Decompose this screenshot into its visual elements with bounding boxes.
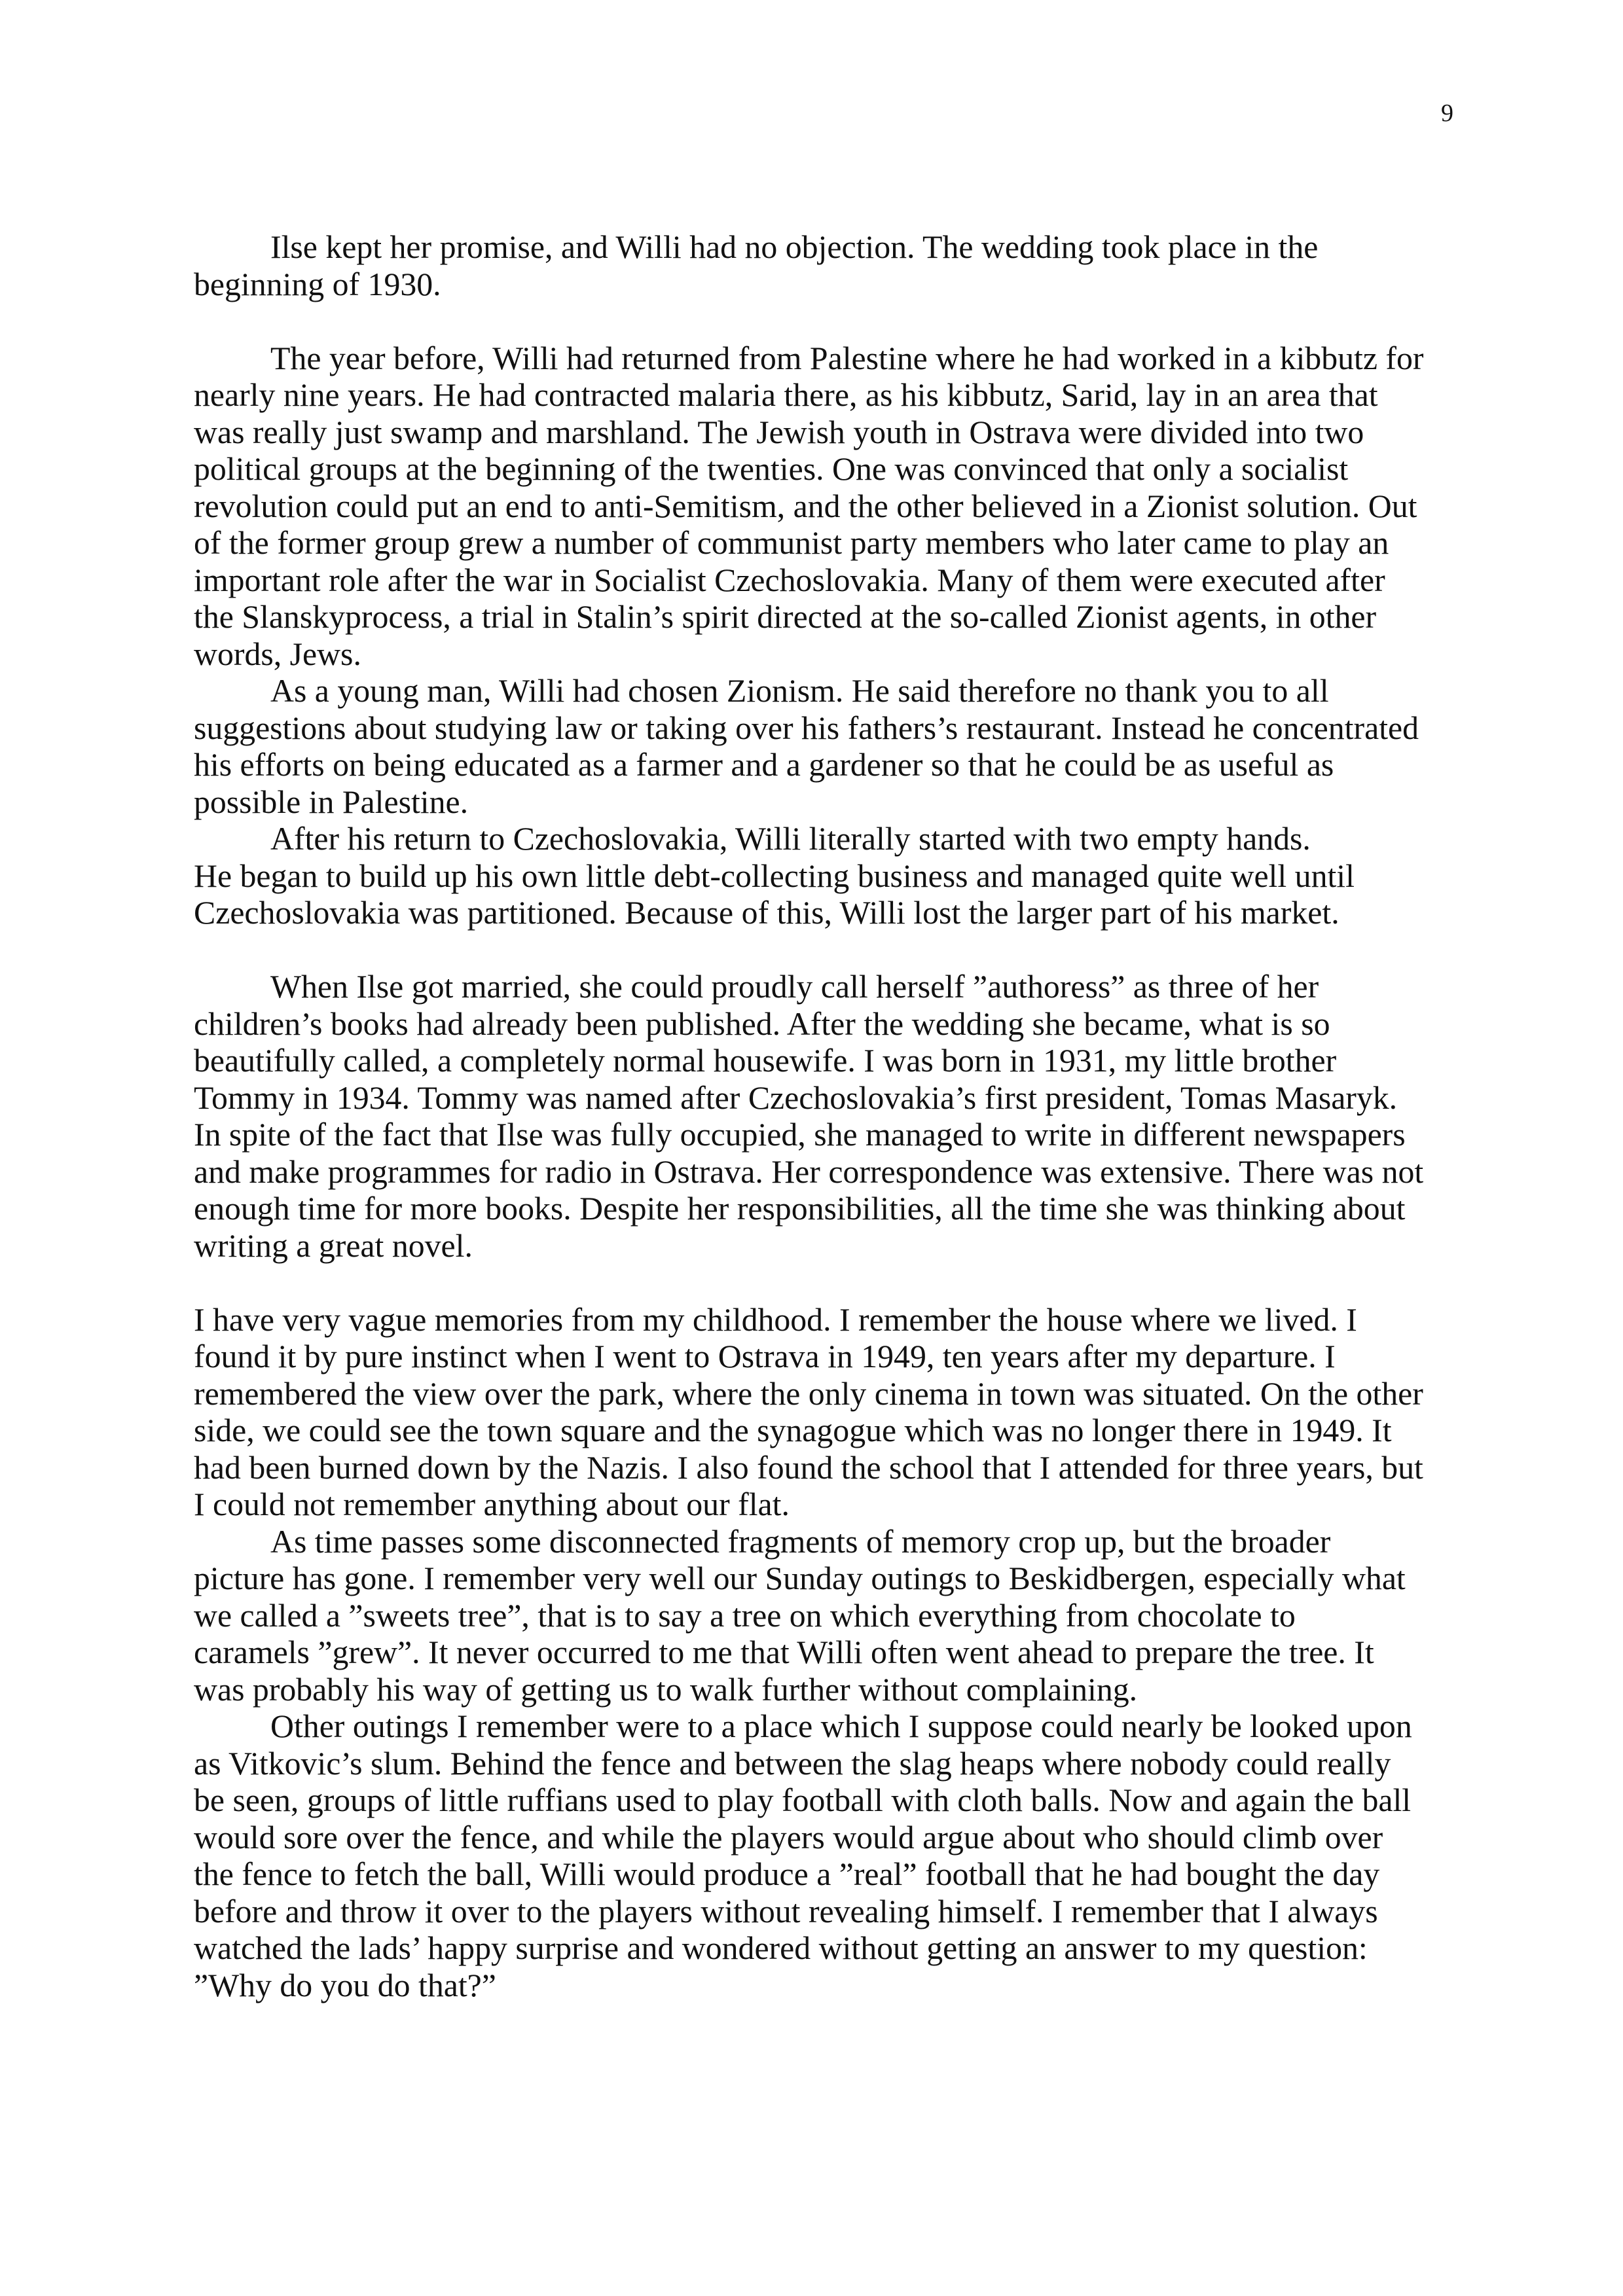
text-line: I have very vague memories from my childhood. I remember the house where we lived. I [194, 1301, 1357, 1338]
text-line: and make programmes for radio in Ostrava. Her correspondence was extensive. There was not [194, 1153, 1424, 1190]
paragraph-p2 [194, 340, 1457, 673]
text-line: watched the lads’ happy surprise and wondered without getting an answer to my question: [194, 1930, 1368, 1966]
paragraph-p5 [194, 969, 1457, 1265]
text-line: before and throw it over to the players without revealing himself. I remember that I always [194, 1893, 1378, 1929]
text-line: political groups at the beginning of the twenties. One was convinced that only a socialist [194, 451, 1349, 487]
text-line: the Slanskyprocess, a trial in Stalin’s spirit directed at the so-called Zionist agents, in other [194, 599, 1377, 635]
text-line: As time passes some disconnected fragments of memory crop up, but the broader [270, 1523, 1331, 1560]
text-line: When Ilse got married, she could proudly call herself ”authoress” as three of her [270, 969, 1319, 1005]
text-line: He began to build up his own little debt-collecting business and managed quite well until [194, 857, 1355, 894]
paragraph-p3 [194, 673, 1457, 821]
text-line: children’s books had already been published. After the wedding she became, what is so [194, 1005, 1330, 1042]
text-line: beautifully called, a completely normal housewife. I was born in 1931, my little brother [194, 1043, 1337, 1079]
text-line: be seen, groups of little ruffians used to play football with cloth balls. Now and again the ball [194, 1782, 1412, 1818]
text-line: Ilse kept her promise, and Willi had no objection. The wedding took place in the [270, 229, 1319, 265]
text-line: writing a great novel. [194, 1227, 473, 1264]
text-line: Tommy in 1934. Tommy was named after Czechoslovakia’s first president, Tomas Masaryk. [194, 1079, 1398, 1116]
text-line: would sore over the fence, and while the players would argue about who should climb over [194, 1819, 1383, 1856]
text-line: found it by pure instinct when I went to Ostrava in 1949, ten years after my departure. I [194, 1338, 1336, 1374]
text-line: words, Jews. [194, 636, 361, 672]
text-line: ”Why do you do that?” [194, 1967, 496, 2003]
text-line: The year before, Willi had returned from Palestine where he had worked in a kibbutz for [270, 340, 1424, 376]
paragraph-p6 [194, 1302, 1457, 1524]
paragraph-p1 [194, 229, 1457, 303]
text-line: caramels ”grew”. It never occurred to me that Willi often went ahead to prepare the tree. It [194, 1634, 1374, 1670]
text-line: side, we could see the town square and the synagogue which was no longer there in 1949. It [194, 1412, 1392, 1448]
text-line: In spite of the fact that Ilse was fully occupied, she managed to write in different newspapers [194, 1117, 1406, 1153]
page-number: 9 [1441, 99, 1453, 127]
paragraph-p4 [194, 821, 1457, 932]
text-line: suggestions about studying law or taking over his fathers’s restaurant. Instead he concentrated [194, 709, 1419, 746]
text-line: was really just swamp and marshland. The Jewish youth in Ostrava were divided into two [194, 414, 1364, 450]
document-body [194, 229, 1457, 2004]
text-line: of the former group grew a number of communist party members who later came to play an [194, 525, 1389, 561]
text-line: the fence to fetch the ball, Willi would produce a ”real” football that he had bought the day [194, 1856, 1380, 1892]
text-line: Other outings I remember were to a place which I suppose could nearly be looked upon [270, 1708, 1412, 1744]
text-line: Czechoslovakia was partitioned. Because of this, Willi lost the larger part of his market. [194, 895, 1340, 931]
text-line: we called a ”sweets tree”, that is to say a tree on which everything from chocolate to [194, 1597, 1296, 1634]
text-line: beginning of 1930. [194, 266, 441, 302]
text-line: as Vitkovic’s slum. Behind the fence and between the slag heaps where nobody could really [194, 1745, 1391, 1782]
text-line: I could not remember anything about our flat. [194, 1486, 790, 1522]
text-line: possible in Palestine. [194, 783, 469, 820]
text-line: was probably his way of getting us to walk further without complaining. [194, 1671, 1138, 1708]
text-line: important role after the war in Socialist Czechoslovakia. Many of them were executed after [194, 562, 1385, 598]
text-line: had been burned down by the Nazis. I also found the school that I attended for three years, but [194, 1449, 1423, 1486]
text-line: revolution could put an end to anti-Semitism, and the other believed in a Zionist solution. Out [194, 488, 1417, 524]
paragraph-p7 [194, 1524, 1457, 1709]
text-line: nearly nine years. He had contracted malaria there, as his kibbutz, Sarid, lay in an area that [194, 377, 1378, 413]
text-line: remembered the view over the park, where the only cinema in town was situated. On the other [194, 1375, 1423, 1412]
text-line: As a young man, Willi had chosen Zionism. He said therefore no thank you to all [270, 673, 1329, 709]
text-line: his efforts on being educated as a farmer and a gardener so that he could be as useful as [194, 747, 1334, 783]
text-line: enough time for more books. Despite her responsibilities, all the time she was thinking about [194, 1191, 1406, 1227]
text-line: After his return to Czechoslovakia, Willi literally started with two empty hands. [270, 821, 1311, 857]
paragraph-p8 [194, 1708, 1457, 2004]
text-line: picture has gone. I remember very well our Sunday outings to Beskidbergen, especially what [194, 1560, 1406, 1596]
